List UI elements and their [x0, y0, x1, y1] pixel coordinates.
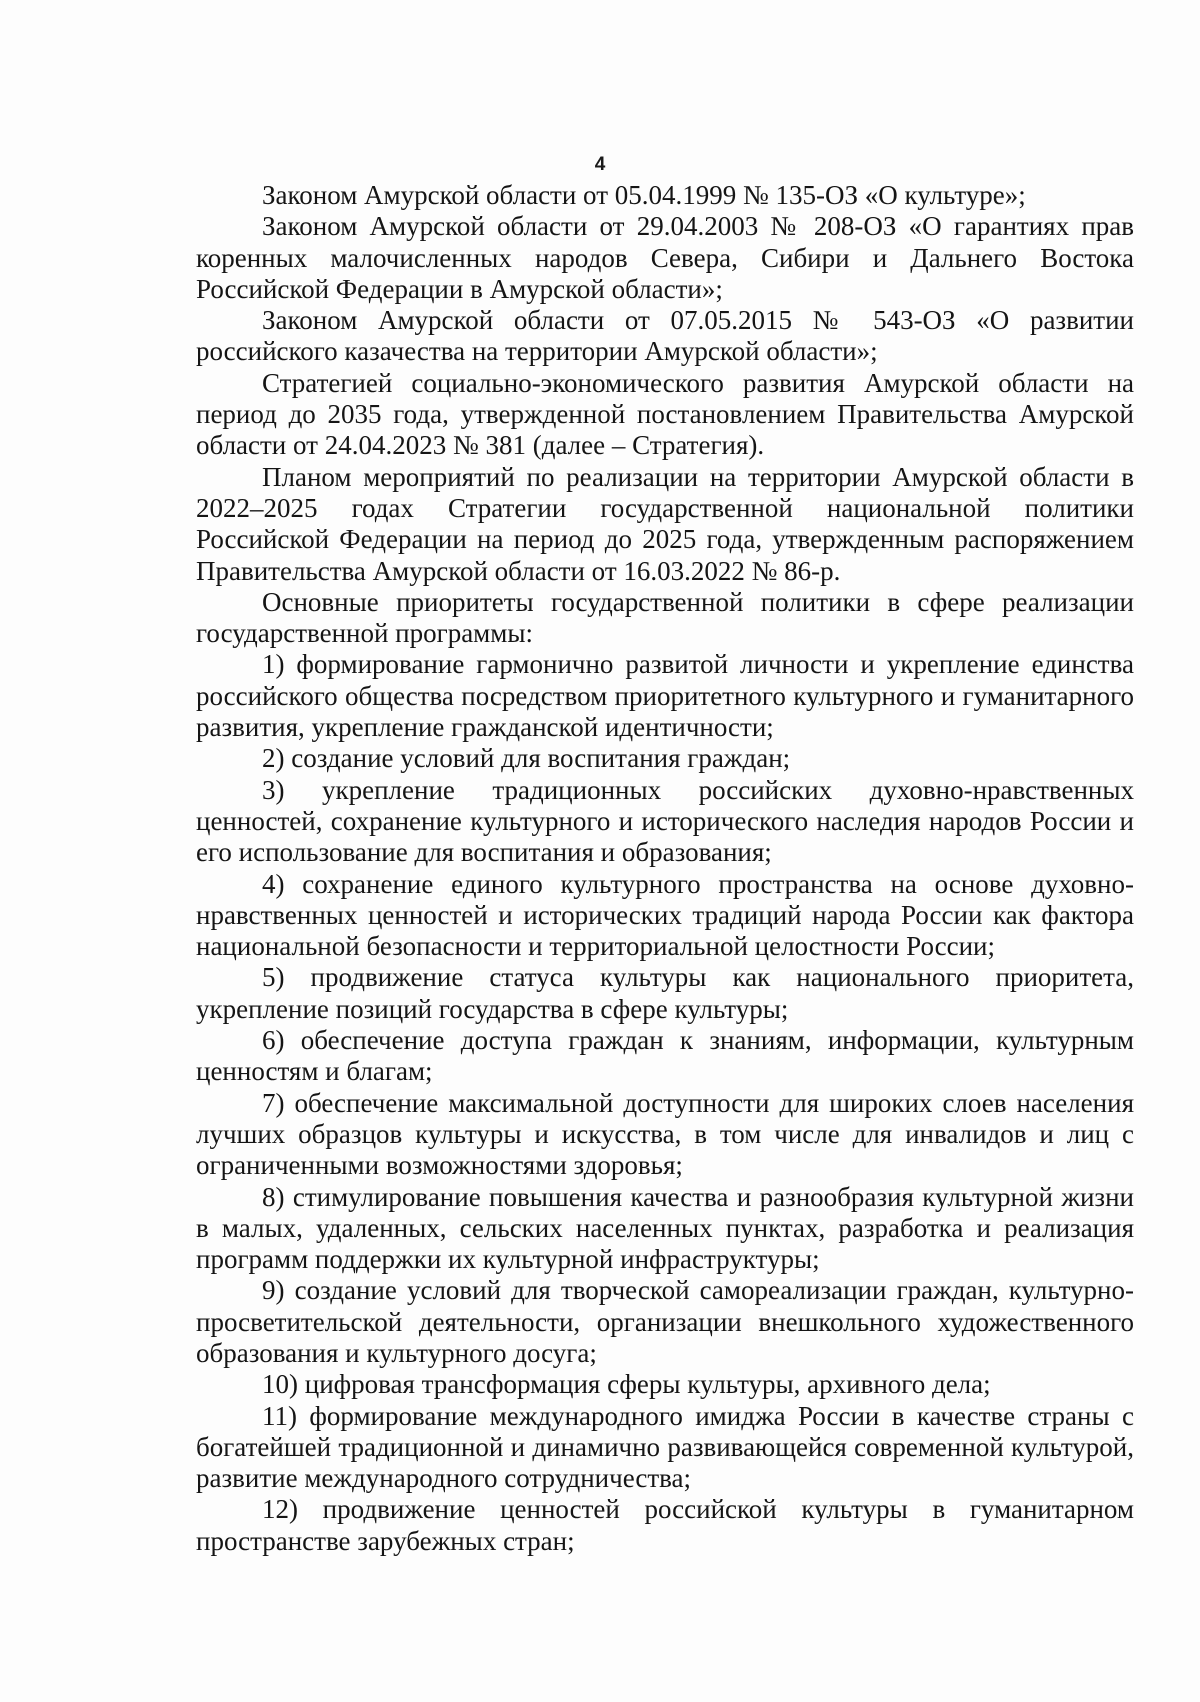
paragraph-strategy: Стратегией социально-экономического развития Амурской области на период до 2035 года, утвержденной постановлением Правительства Амурской области от 24.04.2023 № 381 (далее – Стратегия).	[196, 367, 1134, 461]
priority-item-1: 1) формирование гармонично развитой личности и укрепление единства российского общества посредством приоритетного культурного и гуманитарного развития, укрепление гражданской идентичности;	[196, 649, 1134, 743]
priority-item-11: 11) формирование международного имиджа России в качестве страны с богатейшей традиционной и динамично развивающейся современной культурой, развитие международного сотрудничества;	[196, 1400, 1134, 1494]
priority-item-2: 2) создание условий для воспитания граждан;	[262, 743, 791, 774]
priority-item-8: 8) стимулирование повышения качества и разнообразия культурной жизни в малых, удаленных, сельских населенных пунктах, разработка и реализация программ поддержки их культурной инфраструктуры;	[196, 1181, 1134, 1275]
priority-item-6: 6) обеспечение доступа граждан к знаниям, информации, культурным ценностям и благам;	[196, 1025, 1134, 1087]
paragraph-priorities-intro: Основные приоритеты государственной политики в сфере реализации государственной программы:	[196, 586, 1134, 649]
priority-item-10: 10) цифровая трансформация сферы культуры, архивного дела;	[262, 1369, 991, 1400]
priority-item-7: 7) обеспечение максимальной доступности для широких слоев населения лучших образцов культуры и искусства, в том числе для инвалидов и лиц с ограниченными возможностями здоровья;	[196, 1087, 1134, 1181]
priority-item-4: 4) сохранение единого культурного пространства на основе духовно-нравственных ценностей и исторических традиций народа России как фактора национальной безопасности и территориальной целостности России;	[196, 868, 1134, 962]
priority-item-3: 3) укрепление традиционных российских духовно-нравственных ценностей, сохранение культурного и исторического наследия народов России и его использование для воспитания и образования;	[196, 774, 1134, 868]
paragraph-law-cossacks: Законом Амурской области от 07.05.2015 № 543-ОЗ «О развитии российского казачества на территории Амурской области»;	[196, 305, 1134, 367]
paragraph-law-indigenous-rights: Законом Амурской области от 29.04.2003 № 208-ОЗ «О гарантиях прав коренных малочисленных народов Севера, Сибири и Дальнего Востока Российской Федерации в Амурской области»;	[196, 211, 1134, 304]
priority-item-5: 5) продвижение статуса культуры как национального приоритета, укрепление позиций государства в сфере культуры;	[196, 962, 1134, 1024]
document-body	[196, 180, 1134, 1557]
priority-item-12: 12) продвижение ценностей российской культуры в гуманитарном пространстве зарубежных стран;	[196, 1494, 1134, 1556]
paragraph-law-culture: Законом Амурской области от 05.04.1999 № 135-ОЗ «О культуре»;	[262, 180, 1026, 210]
paragraph-action-plan: Планом мероприятий по реализации на территории Амурской области в 2022–2025 годах Стратегии государственной национальной политики Российской Федерации на период до 2025 года, утвержденным распоряжением Правительства Амурской области от 16.03.2022 № 86-р.	[196, 461, 1134, 586]
page-number: 4	[594, 154, 606, 175]
priority-item-9: 9) создание условий для творческой самореализации граждан, культурно-просветительской деятельности, организации внешкольного художественного образования и культурного досуга;	[196, 1275, 1134, 1368]
